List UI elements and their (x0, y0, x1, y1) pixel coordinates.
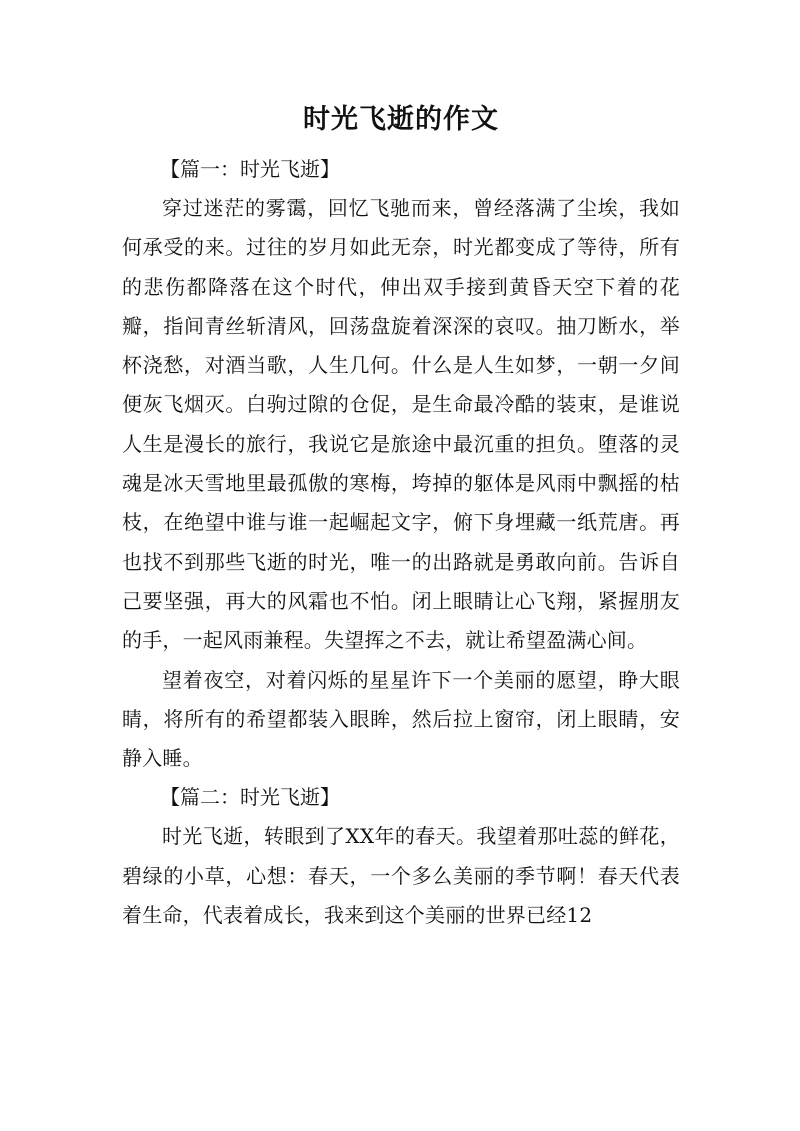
section-2 (122, 778, 680, 935)
paragraph: 穿过迷茫的雾霭，回忆飞驰而来，曾经落满了尘埃，我如何承受的来。过往的岁月如此无奈，时光都变成了等待，所有的悲伤都降落在这个时代，伸出双手接到黄昏天空下着的花瓣，指间青丝斩清风，回荡盘旋着深深的哀叹。抽刀断水，举杯浇愁，对酒当歌，人生几何。什么是人生如梦，一朝一夕间便灰飞烟灭。白驹过隙的仓促，是生命最冷酷的装束，是谁说人生是漫长的旅行，我说它是旅途中最沉重的担负。堕落的灵魂是冰天雪地里最孤傲的寒梅，垮掉的躯体是风雨中飘摇的枯枝，在绝望中谁与谁一起崛起文字，俯下身埋藏一纸荒唐。再也找不到那些飞逝的时光，唯一的出路就是勇敢向前。告诉自己要坚强，再大的风霜也不怕。闭上眼睛让心飞翔，紧握朋友的手，一起风雨兼程。失望挥之不去，就让希望盈满心间。 (122, 196, 680, 653)
document-title: 时光飞逝的作文 (303, 104, 499, 135)
section-1 (122, 150, 680, 778)
paragraph: 望着夜空，对着闪烁的星星许下一个美丽的愿望，睁大眼睛，将所有的希望都装入眼眸，然后拉上窗帘，闭上眼睛，安静入睡。 (122, 667, 680, 771)
section-heading: 【篇二：时光飞逝】 (160, 785, 340, 810)
section-heading: 【篇一：时光飞逝】 (160, 157, 340, 181)
paragraph: 时光飞逝，转眼到了XX年的春天。我望着那吐蕊的鲜花，碧绿的小草，心想：春天，一个多么美丽的季节啊！春天代表着生命，代表着成长，我来到这个美丽的世界已经12 (122, 824, 680, 928)
